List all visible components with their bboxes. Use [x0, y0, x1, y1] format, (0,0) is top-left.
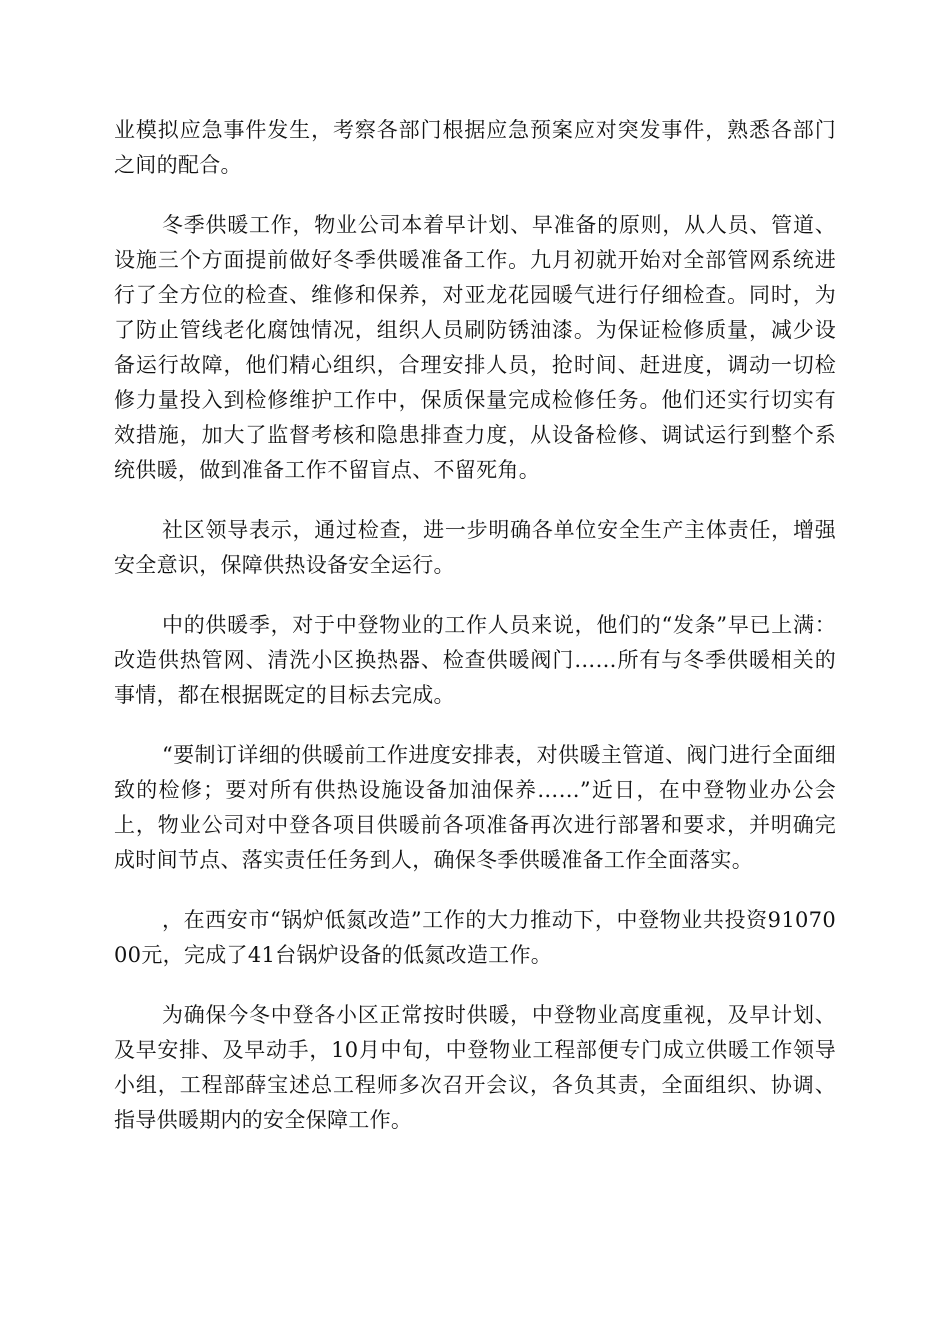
paragraph-2: 冬季供暖工作，物业公司本着早计划、早准备的原则，从人员、管道、设施三个方面提前做好冬季供暖准备工作。九月初就开始对全部管网系统进行了全方位的检查、维修和保养，对亚龙花园暖气进行仔细检查。同时，为了防止管线老化腐蚀情况，组织人员刷防锈油漆。为保证检修质量，减少设备运行故障，他们精心组织，合理安排人员，抢时间、赶进度，调动一切检修力量投入到检修维护工作中，保质保量完成检修任务。他们还实行切实有效措施，加大了监督考核和隐患排查力度，从设备检修、调试运行到整个系统供暖，做到准备工作不留盲点、不留死角。 [114, 213, 836, 482]
paragraph-4: 中的供暖季，对于中登物业的工作人员来说，他们的“发条”早已上满：改造供热管网、清洗小区换热器、检查供暖阀门……所有与冬季供暖相关的事情，都在根据既定的目标去完成。 [114, 613, 836, 707]
paragraph-1: 业模拟应急事件发生，考察各部门根据应急预案应对突发事件，熟悉各部门之间的配合。 [114, 118, 836, 177]
document-body [114, 113, 836, 1163]
paragraph-6: ，在西安市“锅炉低氮改造”工作的大力推动下，中登物业共投资9107000元，完成了41台锅炉设备的低氮改造工作。 [114, 908, 836, 967]
paragraph-5: “要制订详细的供暖前工作进度安排表，对供暖主管道、阀门进行全面细致的检修；要对所有供热设施设备加油保养……”近日，在中登物业办公会上，物业公司对中登各项目供暖前各项准备再次进行部署和要求，并明确完成时间节点、落实责任任务到人，确保冬季供暖准备工作全面落实。 [114, 743, 836, 872]
paragraph-7: 为确保今冬中登各小区正常按时供暖，中登物业高度重视，及早计划、及早安排、及早动手，10月中旬，中登物业工程部便专门成立供暖工作领导小组，工程部薛宝述总工程师多次召开会议，各负其责，全面组织、协调、指导供暖期内的安全保障工作。 [114, 1003, 836, 1132]
paragraph-3: 社区领导表示，通过检查，进一步明确各单位安全生产主体责任，增强安全意识，保障供热设备安全运行。 [114, 518, 836, 577]
